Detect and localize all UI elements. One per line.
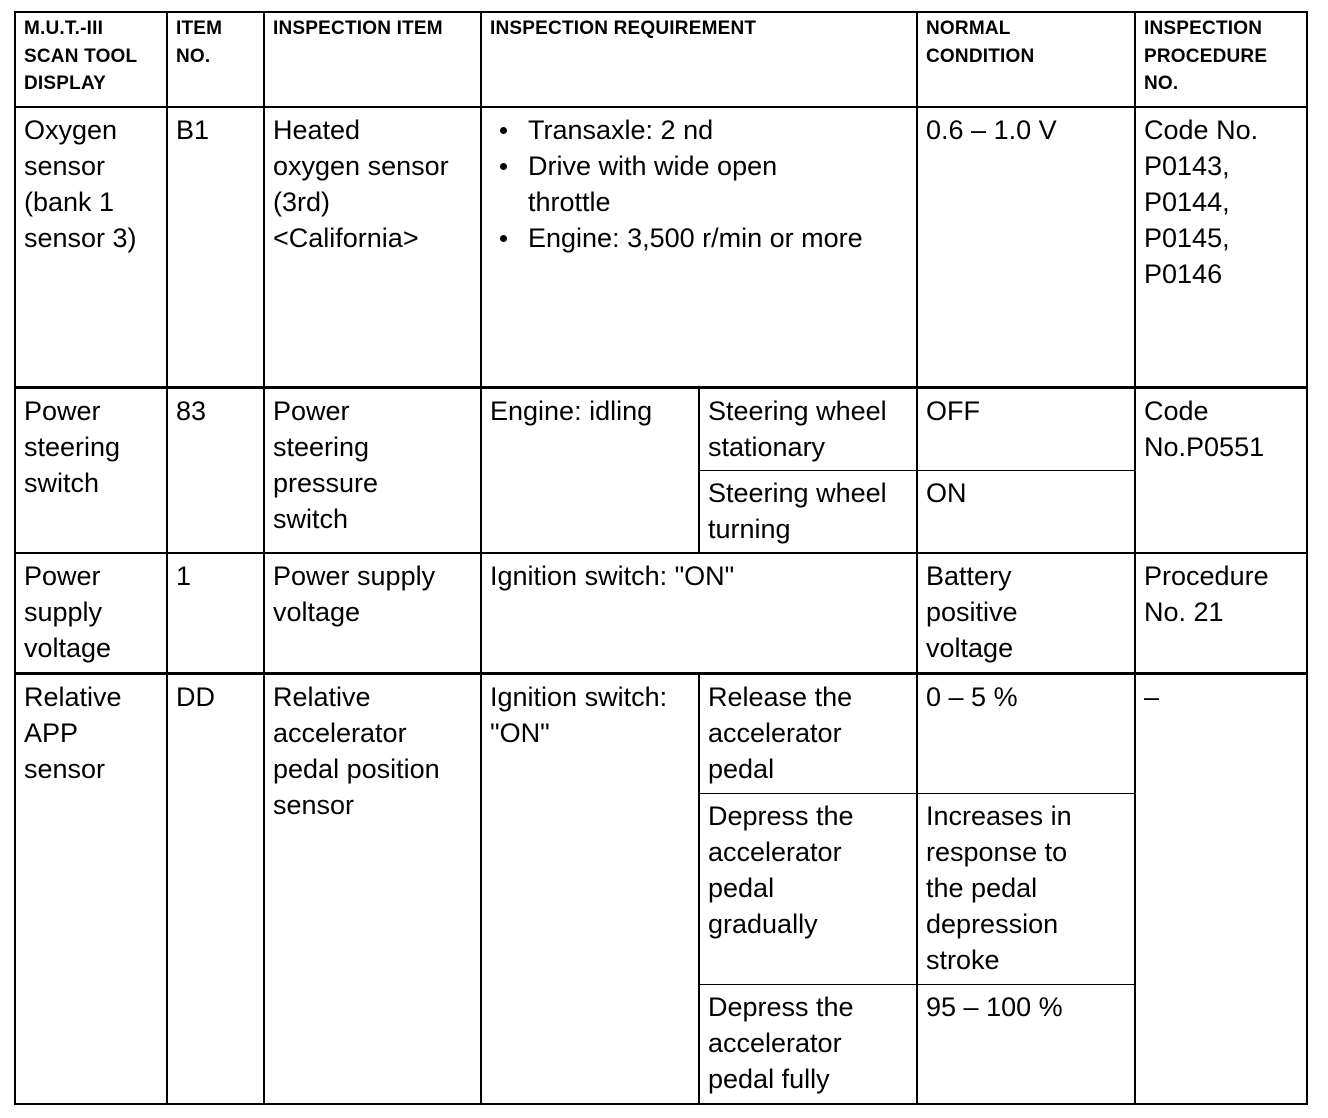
cell-normal-condition: OFF — [917, 387, 1135, 470]
cell-normal-condition: 0 – 5 % — [917, 674, 1135, 794]
table-row-relative-app — [15, 674, 1307, 794]
cell-requirement: Engine: idling — [481, 387, 699, 553]
requirement-bullet: Engine: 3,500 r/min or more — [528, 220, 908, 256]
cell-item-no: 1 — [167, 553, 264, 673]
requirement-list — [490, 112, 908, 256]
cell-normal-condition: Increases in response to the pedal depression stroke — [917, 794, 1135, 985]
requirement-bullet: Transaxle: 2 nd — [528, 112, 908, 148]
header-normal-condition: NORMAL CONDITION — [917, 12, 1135, 107]
cell-normal-condition: 0.6 – 1.0 V — [917, 107, 1135, 387]
table-row-power-supply — [15, 553, 1307, 673]
cell-normal-condition: ON — [917, 470, 1135, 553]
header-scan-tool-display: M.U.T.-III SCAN TOOL DISPLAY — [15, 12, 167, 107]
header-item-no: ITEM NO. — [167, 12, 264, 107]
cell-condition: Depress the accelerator pedal gradually — [699, 794, 917, 985]
cell-inspection-item: Heated oxygen sensor (3rd) <California> — [264, 107, 481, 387]
cell-inspection-item: Power supply voltage — [264, 553, 481, 673]
cell-procedure-no: Code No.P0551 — [1135, 387, 1307, 553]
cell-condition: Steering wheel turning — [699, 470, 917, 553]
cell-display: Relative APP sensor — [15, 674, 167, 1104]
cell-condition: Steering wheel stationary — [699, 387, 917, 470]
cell-condition: Release the accelerator pedal — [699, 674, 917, 794]
cell-item-no: B1 — [167, 107, 264, 387]
cell-inspection-item: Power steering pressure switch — [264, 387, 481, 553]
cell-normal-condition: Battery positive voltage — [917, 553, 1135, 673]
cell-normal-condition: 95 – 100 % — [917, 985, 1135, 1104]
cell-procedure-no: Code No. P0143, P0144, P0145, P0146 — [1135, 107, 1307, 387]
cell-condition: Depress the accelerator pedal fully — [699, 985, 917, 1104]
cell-display: Oxygen sensor (bank 1 sensor 3) — [15, 107, 167, 387]
header-row — [15, 12, 1307, 107]
cell-requirement: Ignition switch: "ON" — [481, 674, 699, 1104]
table-row-oxygen-sensor — [15, 107, 1307, 387]
cell-requirement — [481, 107, 917, 387]
cell-display: Power supply voltage — [15, 553, 167, 673]
header-procedure-no: INSPECTION PROCEDURE NO. — [1135, 12, 1307, 107]
cell-item-no: 83 — [167, 387, 264, 553]
cell-procedure-no: – — [1135, 674, 1307, 1104]
cell-procedure-no: Procedure No. 21 — [1135, 553, 1307, 673]
cell-inspection-item: Relative accelerator pedal position sensor — [264, 674, 481, 1104]
cell-requirement: Ignition switch: "ON" — [481, 553, 917, 673]
inspection-table — [14, 11, 1308, 1105]
header-inspection-item: INSPECTION ITEM — [264, 12, 481, 107]
cell-item-no: DD — [167, 674, 264, 1104]
header-inspection-requirement: INSPECTION REQUIREMENT — [481, 12, 917, 107]
table-row-power-steering — [15, 387, 1307, 470]
requirement-bullet: Drive with wide open throttle — [528, 148, 908, 220]
cell-display: Power steering switch — [15, 387, 167, 553]
